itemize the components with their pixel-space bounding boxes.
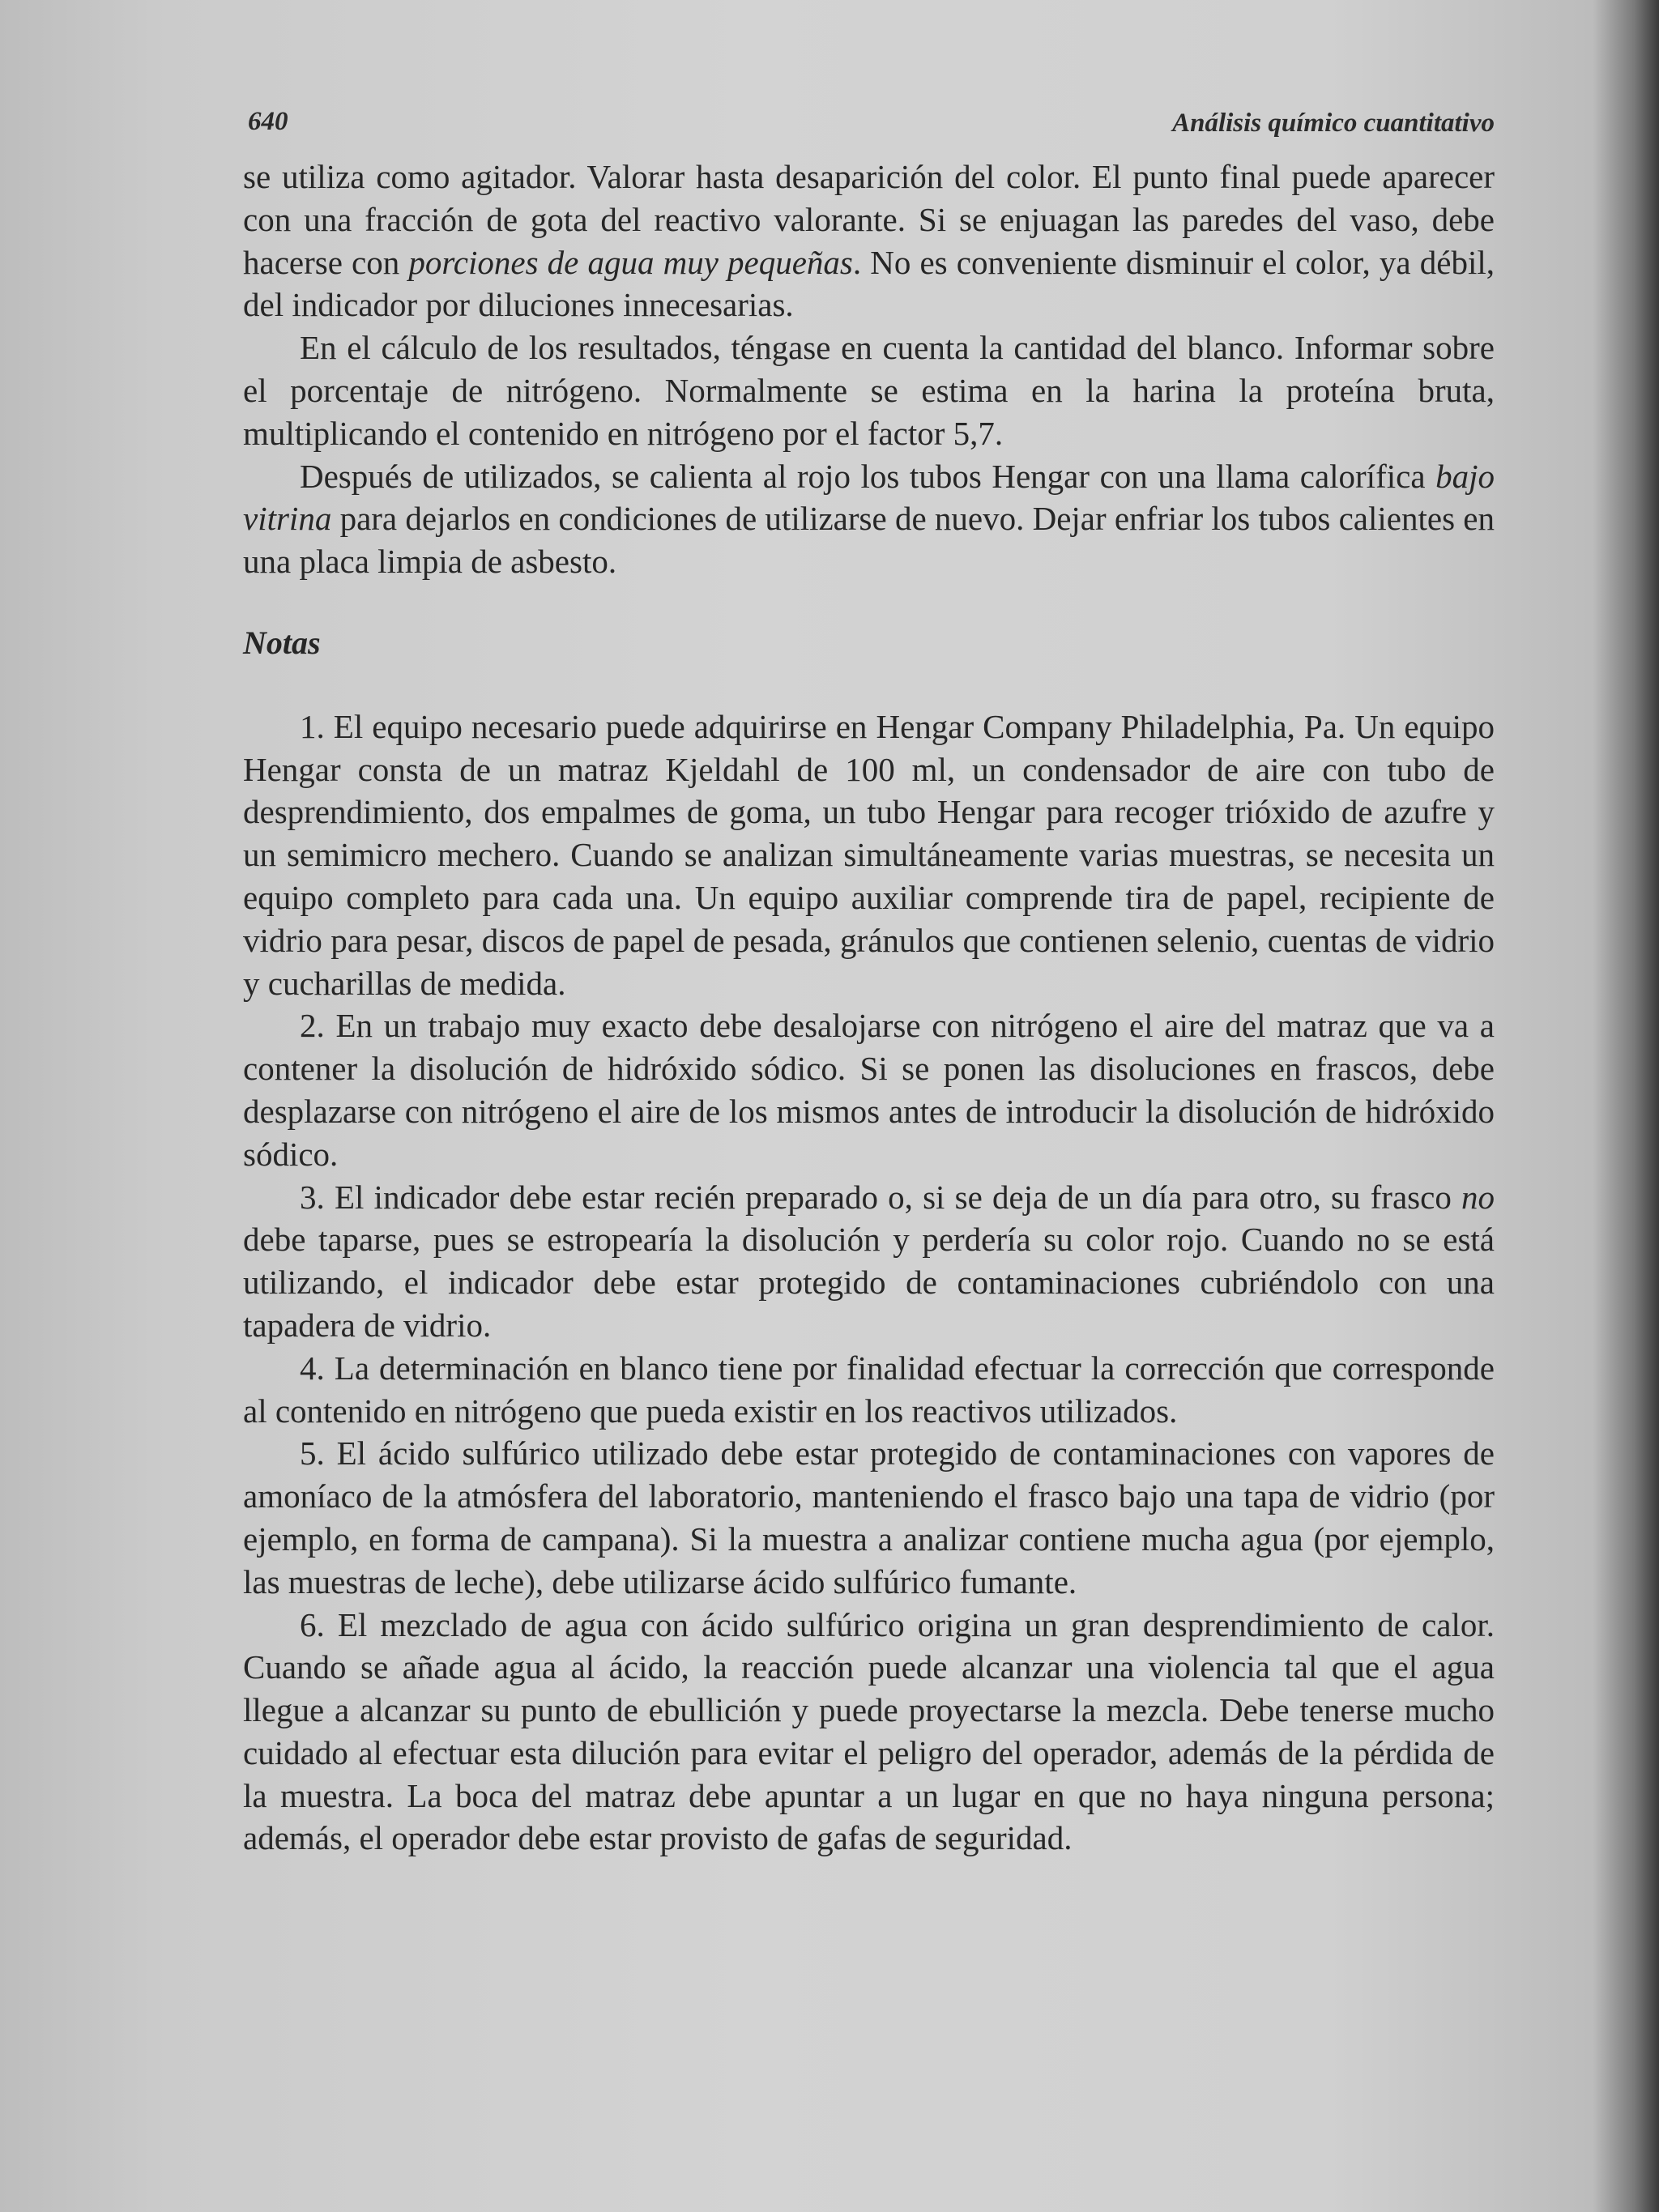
paragraph-calculation: En el cálculo de los resultados, téngase en cuenta la cantidad del blanco. Informar sobre el porcentaje de nitrógeno. Normalmente se estima en la harina la proteína bruta, multiplicando el contenido en nitrógeno por el factor 5,7. <box>243 329 1495 452</box>
emphasis-text: no <box>1461 1178 1495 1216</box>
emphasis-text: porciones de agua muy pequeñas <box>408 243 853 281</box>
paragraph-text: se utiliza como agitador. Valorar hasta desaparición del color. El punto final puede aparecer con una fracción de gota del reactivo valorante. Si se enjuagan las paredes del vaso, debe hacerse con <box>243 158 1495 281</box>
paragraph-text: para dejarlos en condiciones de utilizarse de nuevo. Dejar enfriar los tubos calientes en una placa limpia de asbesto. <box>243 500 1495 581</box>
book-page <box>243 97 1495 1860</box>
paragraph-cleaning <box>243 455 1495 583</box>
notes-heading: Notas <box>243 624 321 661</box>
note-5: 5. El ácido sulfúrico utilizado debe estar protegido de contaminaciones con vapores de amoníaco de la atmósfera del laboratorio, manteniendo el frasco bajo una tapa de vidrio (por ejemplo, en forma de campana). Si la muestra a analizar contiene mucha agua (por ejemplo, las muestras de leche), debe utilizarse ácido sulfúrico fumante. <box>243 1434 1495 1600</box>
emphasis-text: bajo vitrina <box>243 457 1495 538</box>
note-2: 2. En un trabajo muy exacto debe desalojarse con nitrógeno el aire del matraz que va a contener la disolución de hidróxido sódico. Si se ponen las disoluciones en frascos, debe desplazarse con nitrógeno el aire de los mismos antes de introducir la disolución de hidróxido sódico. <box>243 1007 1495 1173</box>
note-text: debe taparse, pues se estropearía la disolución y perdería su color rojo. Cuando no se está utilizando, el indicador debe estar protegido de contaminaciones cubriéndolo con una tapadera de vidrio. <box>243 1221 1495 1344</box>
running-title: Análisis químico cuantitativo <box>1172 109 1495 138</box>
paragraph-continuation <box>243 156 1495 326</box>
paragraph-text: Después de utilizados, se calienta al rojo los tubos Hengar con una llama calorífica <box>300 457 1436 495</box>
note-3 <box>243 1176 1495 1347</box>
note-4: 4. La determinación en blanco tiene por finalidad efectuar la corrección que corresponde al contenido en nitrógeno que pueda existir en los reactivos utilizados. <box>243 1349 1495 1430</box>
note-6: 6. El mezclado de agua con ácido sulfúrico origina un gran desprendimiento de calor. Cuando se añade agua al ácido, la reacción puede alcanzar una violencia tal que el agua llegue a alcanzar su punto de ebullición y puede proyectarse la mezcla. Debe tenerse mucho cuidado al efectuar esta dilución para evitar el peligro del operador, además de la pérdida de la muestra. La boca del matraz debe apuntar a un lugar en que no haya ninguna persona; además, el operador debe estar provisto de gafas de seguridad. <box>243 1605 1495 1857</box>
paragraph-text: . No es conveniente disminuir el color, ya débil, del indicador por diluciones innecesarias. <box>243 243 1495 324</box>
note-1: 1. El equipo necesario puede adquirirse en Hengar Company Philadelphia, Pa. Un equipo Hengar consta de un matraz Kjeldahl de 100 ml, un condensador de aire con tubo de desprendimiento, dos empalmes de goma, un tubo Hengar para recoger trióxido de azufre y un semimicro mechero. Cuando se analizan simultáneamente varias muestras, se necesita un equipo completo para cada una. Un equipo auxiliar comprende tira de papel, recipiente de vidrio para pesar, discos de papel de pesada, gránulos que contienen selenio, cuentas de vidrio y cucharillas de medida. <box>243 707 1495 1002</box>
running-header <box>243 97 1495 146</box>
page-number: 640 <box>248 107 288 136</box>
note-text: 3. El indicador debe estar recién preparado o, si se deja de un día para otro, su frasco <box>300 1178 1461 1216</box>
main-text <box>243 156 1495 1860</box>
